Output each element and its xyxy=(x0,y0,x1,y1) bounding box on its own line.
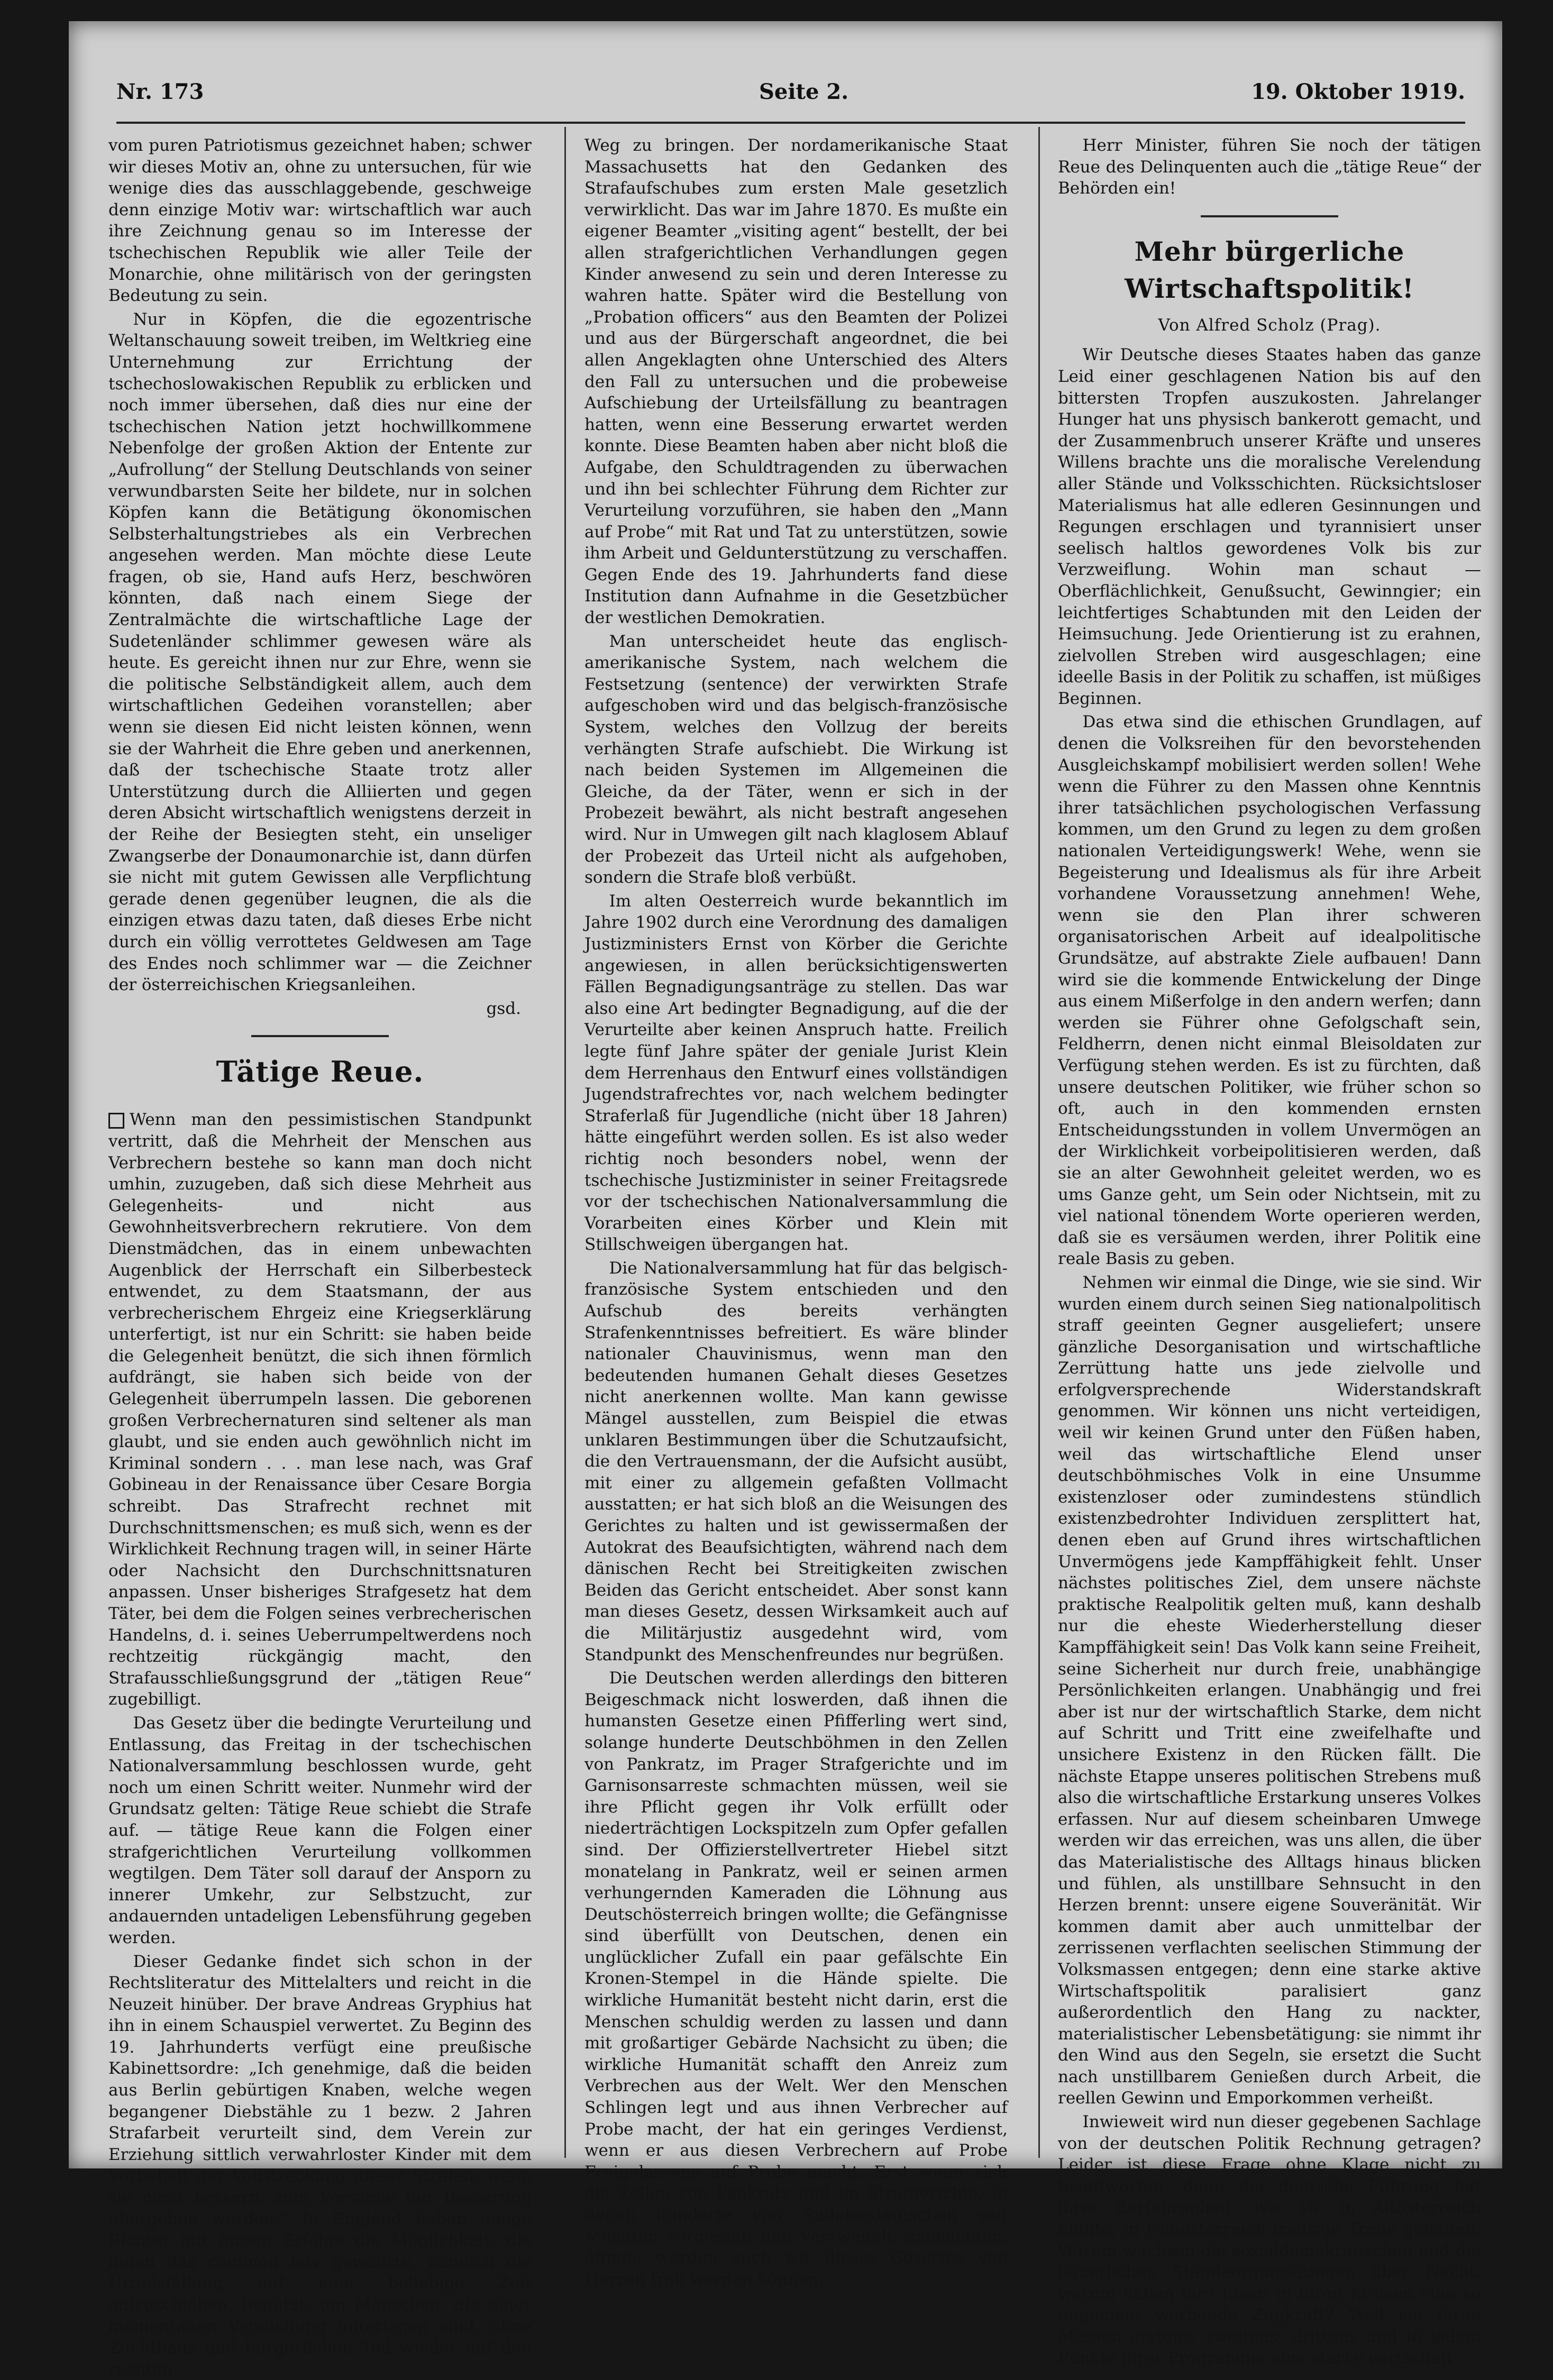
paragraph: Inwieweit wird nun dieser gegebenen Sachlage von der deutschen Politik Rechnung getragen? Leider ist diese Frage ohne Klage nicht zu beantworten, denn die deutsche Führung hat ihrer Zerfahrenheit, wie sie in Altösterreich blühte, in Neuösterreich traurige Treue gehalten. Warum wachsen die sozialdemokratischen und die bäuerlichen Ständeorganisationen über Nacht, warum haben ihre Ideen in ihren Kreisen eine so ungemein werbende Zugkraft? Weil sie ihren Massen erstens, zweitens, drittens und in jedem Punkte ihrer Programme eine starke wirtschaft- xyxy=(1058,2111,1481,2369)
paragraph: Nur in Köpfen, die die egozentrische Weltanschauung soweit treiben, im Weltkrieg eine Unternehmung zur Errichtung der tschechoslowakischen Republik zu erblicken und noch immer übersehen, daß dies nur eine der tschechischen Nation jetzt hochwillkommene Nebenfolge der großen Aktion der Entente zur „Aufrollung“ der Stellung Deutschlands von seiner verwundbarsten Seite her bildete, nur in solchen Köpfen kann die Betätigung ökonomischen Selbsterhaltungstriebes als ein Verbrechen angesehen werden. Man möchte diese Leute fragen, ob sie, Hand aufs Herz, beschwören könnten, daß nach einem Siege der Zentralmächte die wirtschaftliche Lage der Sudetenländer schlimmer gewesen wäre als heute. Es gereicht ihnen nur zur Ehre, wenn sie die politische Selbständigkeit allem, auch dem wirtschaftlichen Gedeihen voranstellen; aber wenn sie diesen Eid nicht leisten können, wenn sie der Wahrheit die Ehre geben und anerkennen, daß der tschechische Staate trotz aller Unterstützung durch die Alliierten und gegen deren Absicht wirtschaftlich wenigstens derzeit in der Reihe der Besiegten steht, ein unseliger Zwangserbe der Donaumonarchie ist, dann dürfen sie nicht mit gutem Gewissen alle Verpflichtung gerade denen gegenüber leugnen, die als die einzigen etwas dazu taten, daß dieses Erbe nicht durch ein völlig verrottetes Geldwesen am Tage des Endes noch schlimmer war — die Zeichner der österreichischen Kriegsanleihen. xyxy=(108,309,532,996)
column-rule-1 xyxy=(564,127,566,2158)
paragraph: Wir Deutsche dieses Staates haben das ganze Leid einer geschlagenen Nation bis auf den bittersten Tropfen auszukosten. Jahrelanger Hunger hat uns physisch bankerott gemacht, und der Zusammenbruch unserer Kräfte und unseres Willens brachte uns die moralische Verelendung aller Stände und Volksschichten. Rücksichtsloser Materialismus hat alle edleren Gesinnungen und Regungen erschlagen und tyrannisiert unser seelisch haltlos gewordenes Volk bis zur Verzweiflung. Wohin man schaut — Oberflächlichkeit, Genußsucht, Gewinngier; ein leichtfertiges Schabtunden mit den Leiden der Heimsuchung. Jede Orientierung ist zu erahnen, zielvollen Streben wird ausgeschlagen; eine ideelle Basis in der Politik zu schaffen, ist müßiges Beginnen. xyxy=(1058,344,1481,709)
newspaper-page xyxy=(69,21,1502,2168)
issue-date: 19. Oktober 1919. xyxy=(1251,79,1465,104)
column-2 xyxy=(584,135,1008,2155)
article-title: Mehr bürgerliche Wirtschaftspolitik! xyxy=(1058,233,1481,307)
paragraph: Man unterscheidet heute das englisch-amerikanische System, nach welchem die Festsetzung (sentence) der verwirkten Strafe aufgeschoben wird und das belgisch-französische System, welches den Vollzug der bereits verhängten Strafe aufschiebt. Die Wirkung ist nach beiden Systemen im Allgemeinen die Gleiche, da der Täter, wenn er sich in der Probezeit bewährt, als nicht bestraft angesehen wird. Nur in Umwegen gilt nach klaglosem Ablauf der Probezeit das Urteil nicht als aufgehoben, sondern die Strafe bloß verbüßt. xyxy=(584,631,1008,889)
page-number: Seite 2. xyxy=(759,79,848,104)
separator-rule xyxy=(1201,215,1338,217)
paragraph: Weg zu bringen. Der nordamerikanische Staat Massachusetts hat den Gedanken des Strafaufschubes zum ersten Male gesetzlich verwirklicht. Das war im Jahre 1870. Es mußte ein eigener Beamter „visiting agent“ bestellt, der bei allen strafgerichtlichen Verhandlungen gegen Kinder anwesend zu sein und deren Interesse zu wahren hatte. Später wird die Bestellung von „Probation officers“ aus den Beamten der Polizei und aus der Bürgerschaft angeordnet, die bei allen Angeklagten ohne Unterschied des Alters den Fall zu untersuchen und die probeweise Aufschiebung der Urteilsfällung zu beantragen hatten, wenn eine Besserung erwartet werden konnte. Diese Beamten haben aber nicht bloß die Aufgabe, den Schuldtragenden zu überwachen und ihn bei schlechter Führung dem Richter zur Verurteilung vorzuführen, sie haben den „Mann auf Probe“ mit Rat und Tat zu unterstützen, sowie ihm Arbeit und Geldunterstützung zu verschaffen. Gegen Ende des 19. Jahrhunderts fand diese Institution dann Aufnahme in die Gesetzbücher der westlichen Demokratien. xyxy=(584,135,1008,629)
issue-number: Nr. 173 xyxy=(116,79,204,104)
square-marker-icon xyxy=(108,1113,124,1129)
paragraph: Herr Minister, führen Sie noch der tätigen Reue des Delinquenten auch die „tätige Reue“ der Behörden ein! xyxy=(1058,135,1481,199)
paragraph-text: Wenn man den pessimistischen Standpunkt vertritt, daß die Mehrheit der Menschen aus Verbrechern bestehe so kann man doch nicht umhin, zuzugeben, daß sich diese Mehrheit aus Gelegenheits- und nicht aus Gewohnheitsverbrechern rekrutiere. Von dem Dienstmädchen, das in einem unbewachten Augenblick der Herrschaft ein Silberbesteck entwendet, zu dem Staatsmann, der aus verbrecherischem Ehrgeiz eine Kriegserklärung unterfertigt, ist nur ein Schritt: sie haben beide die Gelegenheit benützt, die sich ihnen förmlich aufdrängt, sie haben sich beide von der Gelegenheit überrumpeln lassen. Die geborenen großen Verbrechernaturen sind seltener als man glaubt, und sie enden auch gewöhnlich nicht im Kriminal sondern . . . man lese nach, was Graf Gobineau in der Renaissance über Cesare Borgia schreibt. Das Strafrecht rechnet mit Durchschnittsmenschen; es muß sich, wenn es der Wirklichkeit Rechnung tragen will, in seiner Härte oder Nachsicht den Durchschnittsnaturen anpassen. Unser bisheriges Strafgesetz hat dem Täter, bei dem die Folgen seines verbrecherischen Handelns, d. i. seines Ueberrumpeltwerdens noch rechtzeitig rückgängig macht, den Strafausschließungsgrund der „tätigen Reue“ zugebilligt. xyxy=(108,1110,532,1709)
article-byline: Von Alfred Scholz (Prag). xyxy=(1058,315,1481,336)
paragraph: Die Deutschen werden allerdings den bitteren Beigeschmack nicht loswerden, daß ihnen die humansten Gesetze einen Pfifferling wert sind, solange hunderte Deutschböhmen in den Zellen von Pankratz, im Prager Strafgerichte und im Garnisonsarreste schmachten müssen, weil sie ihre Pflicht gegen ihr Volk erfüllt oder niederträchtigen Lockspitzeln zum Opfer gefallen sind. Der Offizierstellvertreter Hiebel sitzt monatelang in Pankratz, weil er seinen armen verhungernden Kameraden die Löhnung aus Deutschösterreich bringen wollte; die Gefängnisse sind überfüllt von Deutschen, denen ein unglücklicher Zufall ein paar gefälschte Ein Kronen-Stempel in die Hände spielte. Die wirkliche Humanität besteht nicht darin, erst die Menschen schuldig werden zu lassen und dann mit großartiger Gebärde Nachsicht zu üben; die wirkliche Humanität schafft den Anreiz zum Verbrechen aus der Welt. Wer den Menschen Schlingen legt und aus ihnen Verbrecher auf Probe macht, der hat ein geringes Verdienst, wenn er aus diesen Verbrechern auf Probe Freigelassene auf Probe macht. Erst wenn sich die Zellen von Pankratz und im Strafgerichte, in denen hunderte von Sudetendeutschen seit Monaten vergessen und verzweifelt schmachten, öffnen, werden auch wir dieses Gesetzes von Herzen froh werden können. xyxy=(584,1668,1008,2290)
column-rule-2 xyxy=(1038,127,1040,2158)
paragraph: Nehmen wir einmal die Dinge, wie sie sind. Wir wurden einem durch seinen Sieg nationalpolitisch straff geeinten Gegner ausgeliefert; unsere gänzliche Desorganisation und wirtschaftliche Zerrüttung hatte uns jede zielvolle und erfolgversprechende Widerstandskraft genommen. Wir können uns nicht verteidigen, weil wir keinen Grund unter den Füßen haben, weil das wirtschaftliche Elend unser deutschböhmisches Volk in eine Unsumme existenzloser oder zumindestens stündlich existenzbedrohter Individuen zersplittert hat, denen eben auf Grund ihres wirtschaftlichen Unvermögens jede Kampffähigkeit fehlt. Unser nächstes politisches Ziel, dem unsere nächste praktische Realpolitik gelten muß, kann deshalb nur die eheste Wiederherstellung dieser Kampffähigkeit sein! Das Volk kann seine Freiheit, seine Sicherheit nur durch freie, unabhängige Persönlichkeiten erlangen. Unabhängig und frei aber ist nur der wirtschaftlich Starke, dem nicht auf Schritt und Tritt eine zweifelhafte und unsichere Existenz in den Rücken fällt. Die nächste Etappe unseres politischen Strebens muß also die wirtschaftliche Erstarkung unseres Volkes erfassen. Nur auf diesem scheinbaren Umwege werden wir das erreichen, was uns allen, die über das Materialistische des Alltags hinaus blicken und fühlen, als unstillbare Sehnsucht in den Herzen brennt: unsere eigene Souveränität. Wir kommen damit aber auch unmittelbar der zerrissenen verflachten seelischen Stimmung der Volksmassen entgegen; denn eine starke aktive Wirtschaftspolitik paralisiert ganz außerordentlich den Hang zu nackter, materialistischer Lebensbetätigung: sie nimmt ihr den Wind aus den Segeln, sie ersetzt die Sucht nach unstillbarem Genießen durch Arbeit, die reellen Gewinn und Emporkommen verheißt. xyxy=(1058,1272,1481,2109)
author-signature: gsd. xyxy=(108,998,521,1020)
paragraph xyxy=(108,1109,532,1710)
column-3 xyxy=(1058,135,1481,2155)
page-header xyxy=(116,69,1465,116)
column-1 xyxy=(108,135,532,2155)
header-rule xyxy=(116,122,1465,124)
paragraph: vom puren Patriotismus gezeichnet haben; schwer wir dieses Motiv an, ohne zu untersuchen, für wie wenige dies das ausschlaggebende, geschweige denn einzige Motiv war: wirtschaftlich war auch ihre Zeichnung genau so im Interesse der tschechischen Republik wie aller Teile der Monarchie, ohne militärisch von der geringsten Bedeutung zu sein. xyxy=(108,135,532,307)
paragraph: Das etwa sind die ethischen Grundlagen, auf denen die Volksreihen für den bevorstehenden Ausgleichskampf mobilisiert werden sollen! Wehe wenn die Führer zu den Massen ohne Kenntnis ihrer tatsächlichen psychologischen Verfassung kommen, um den Grund zu legen zu dem großen nationalen Verteidigungswerk! Wehe, wenn sie Begeisterung und Idealismus als für ihre Arbeit vorhandene Voraussetzung annehmen! Wehe, wenn sie den Plan ihrer schweren organisatorischen Arbeit auf idealpolitische Grundsätze, auf abstrakte Ziele aufbauen! Dann wird sie die kommende Entwickelung der Dinge aus einem Mißerfolge in den andern werfen; dann werden sie Führer ohne Gefolgschaft sein, Feldherrn, denen nicht einmal Bleisoldaten zur Verfügung stehen werden. Es ist zu fürchten, daß unsere deutschen Politiker, wie früher schon so oft, auch in den kommenden ernsten Entscheidungsstunden in vollem Unvermögen an der Wirklichkeit vorbeipolitisieren werden, daß sie an alter Gewohnheit geleitet werden, wo es ums Ganze geht, um Sein oder Nichtsein, mit zu viel national tönendem Worte operieren werden, daß sie es versäumen werden, ihrer Politik eine reale Basis zu geben. xyxy=(1058,711,1481,1269)
separator-rule xyxy=(251,1035,389,1037)
paragraph: Die Nationalversammlung hat für das belgisch-französische System entschieden und den Aufschub des bereits verhängten Strafenkenntnisses befreitiert. Es wäre blinder nationaler Chauvinismus, wenn man den bedeutenden humanen Gehalt dieses Gesetzes nicht anerkennen wollte. Man kann gewisse Mängel ausstellen, zum Beispiel die etwas unklaren Bestimmungen über die Schutzaufsicht, die den Vertrauensmann, der die Aufsicht ausübt, mit einer zu allgemein gefaßten Vollmacht ausstatten; er hat sich bloß an die Weisungen des Gerichtes zu halten und ist gewissermaßen der Autokrat des Beaufsichtigten, während nach dem dänischen Recht bei Streitigkeiten zwischen Beiden das Gericht entscheidet. Aber sonst kann man dieses Gesetz, dessen Wirksamkeit auch auf die Militärjustiz ausgedehnt wird, vom Standpunkt des Menschenfreundes nur begrüßen. xyxy=(584,1258,1008,1665)
paragraph: Im alten Oesterreich wurde bekanntlich im Jahre 1902 durch eine Verordnung des damaligen Justizministers Ernst von Körber die Gerichte angewiesen, in allen berücksichtigenswerten Fällen Begnadigungsanträge zu stellen. Das war also eine Art bedingter Begnadigung, auf die der Verurteilte aber keinen Anspruch hatte. Freilich legte fünf Jahre später der geniale Jurist Klein dem Herrenhaus den Entwurf eines vollständigen Jugendstrafrechtes vor, nach welchem bedingter Straferlaß für Jugendliche (nicht über 18 Jahren) hätte eingeführt werden sollen. Es ist also weder richtig noch besonders nobel, wenn der tschechische Justizminister in seiner Freitagsrede vor der tschechischen Nationalversammlung die Vorarbeiten eines Körber und Klein mit Stillschweigen übergangen hat. xyxy=(584,891,1008,1256)
article-title: Tätige Reue. xyxy=(108,1053,532,1090)
paragraph: Dieser Gedanke findet sich schon in der Rechtsliteratur des Mittelalters und reicht in die Neuzeit hinüber. Der brave Andreas Gryphius hat ihn in einem Schauspiel verwertet. Zu Beginn des 19. Jahrhunderts verfügt eine preußische Kabinettsordre: „Ich genehmige, daß die beiden aus Berlin gebürtigen Knaben, welche wegen begangener Diebstähle zu 1 bezw. 2 Jahren Strafarbeit verurteilt sind, dem Verein zur Erziehung sittlich verwahrloster Kinder mit dem Vorbehalt der Vollstreckung dieser Strafen, wenn sie nicht bessern, zum Versuche der Besserung übergeben werden.“ In England haben einige Richter mit gutem Erfolge die Möglichkeit, die ihnen das common law gewährte, nämlich die Urteilsfällung auf eine beliebige Zeit aufzuschieben, benützt, um Menschen, die einer momentanen Versuchung unterlegen sind, ohne Zuchthaus und bürgerlichen Tod wieder auf den rechten xyxy=(108,1951,532,2380)
paragraph: Das Gesetz über die bedingte Verurteilung und Entlassung, das Freitag in der tschechischen Nationalversammlung beschlossen wurde, geht noch um einen Schritt weiter. Nunmehr wird der Grundsatz gelten: Tätige Reue schiebt die Strafe auf. — tätige Reue kann die Folgen einer strafgerichtlichen Verurteilung vollkommen wegtilgen. Dem Täter soll darauf der Ansporn zu innerer Umkehr, zur Selbstzucht, zur andauernden untadeligen Lebensführung gegeben werden. xyxy=(108,1713,532,1949)
